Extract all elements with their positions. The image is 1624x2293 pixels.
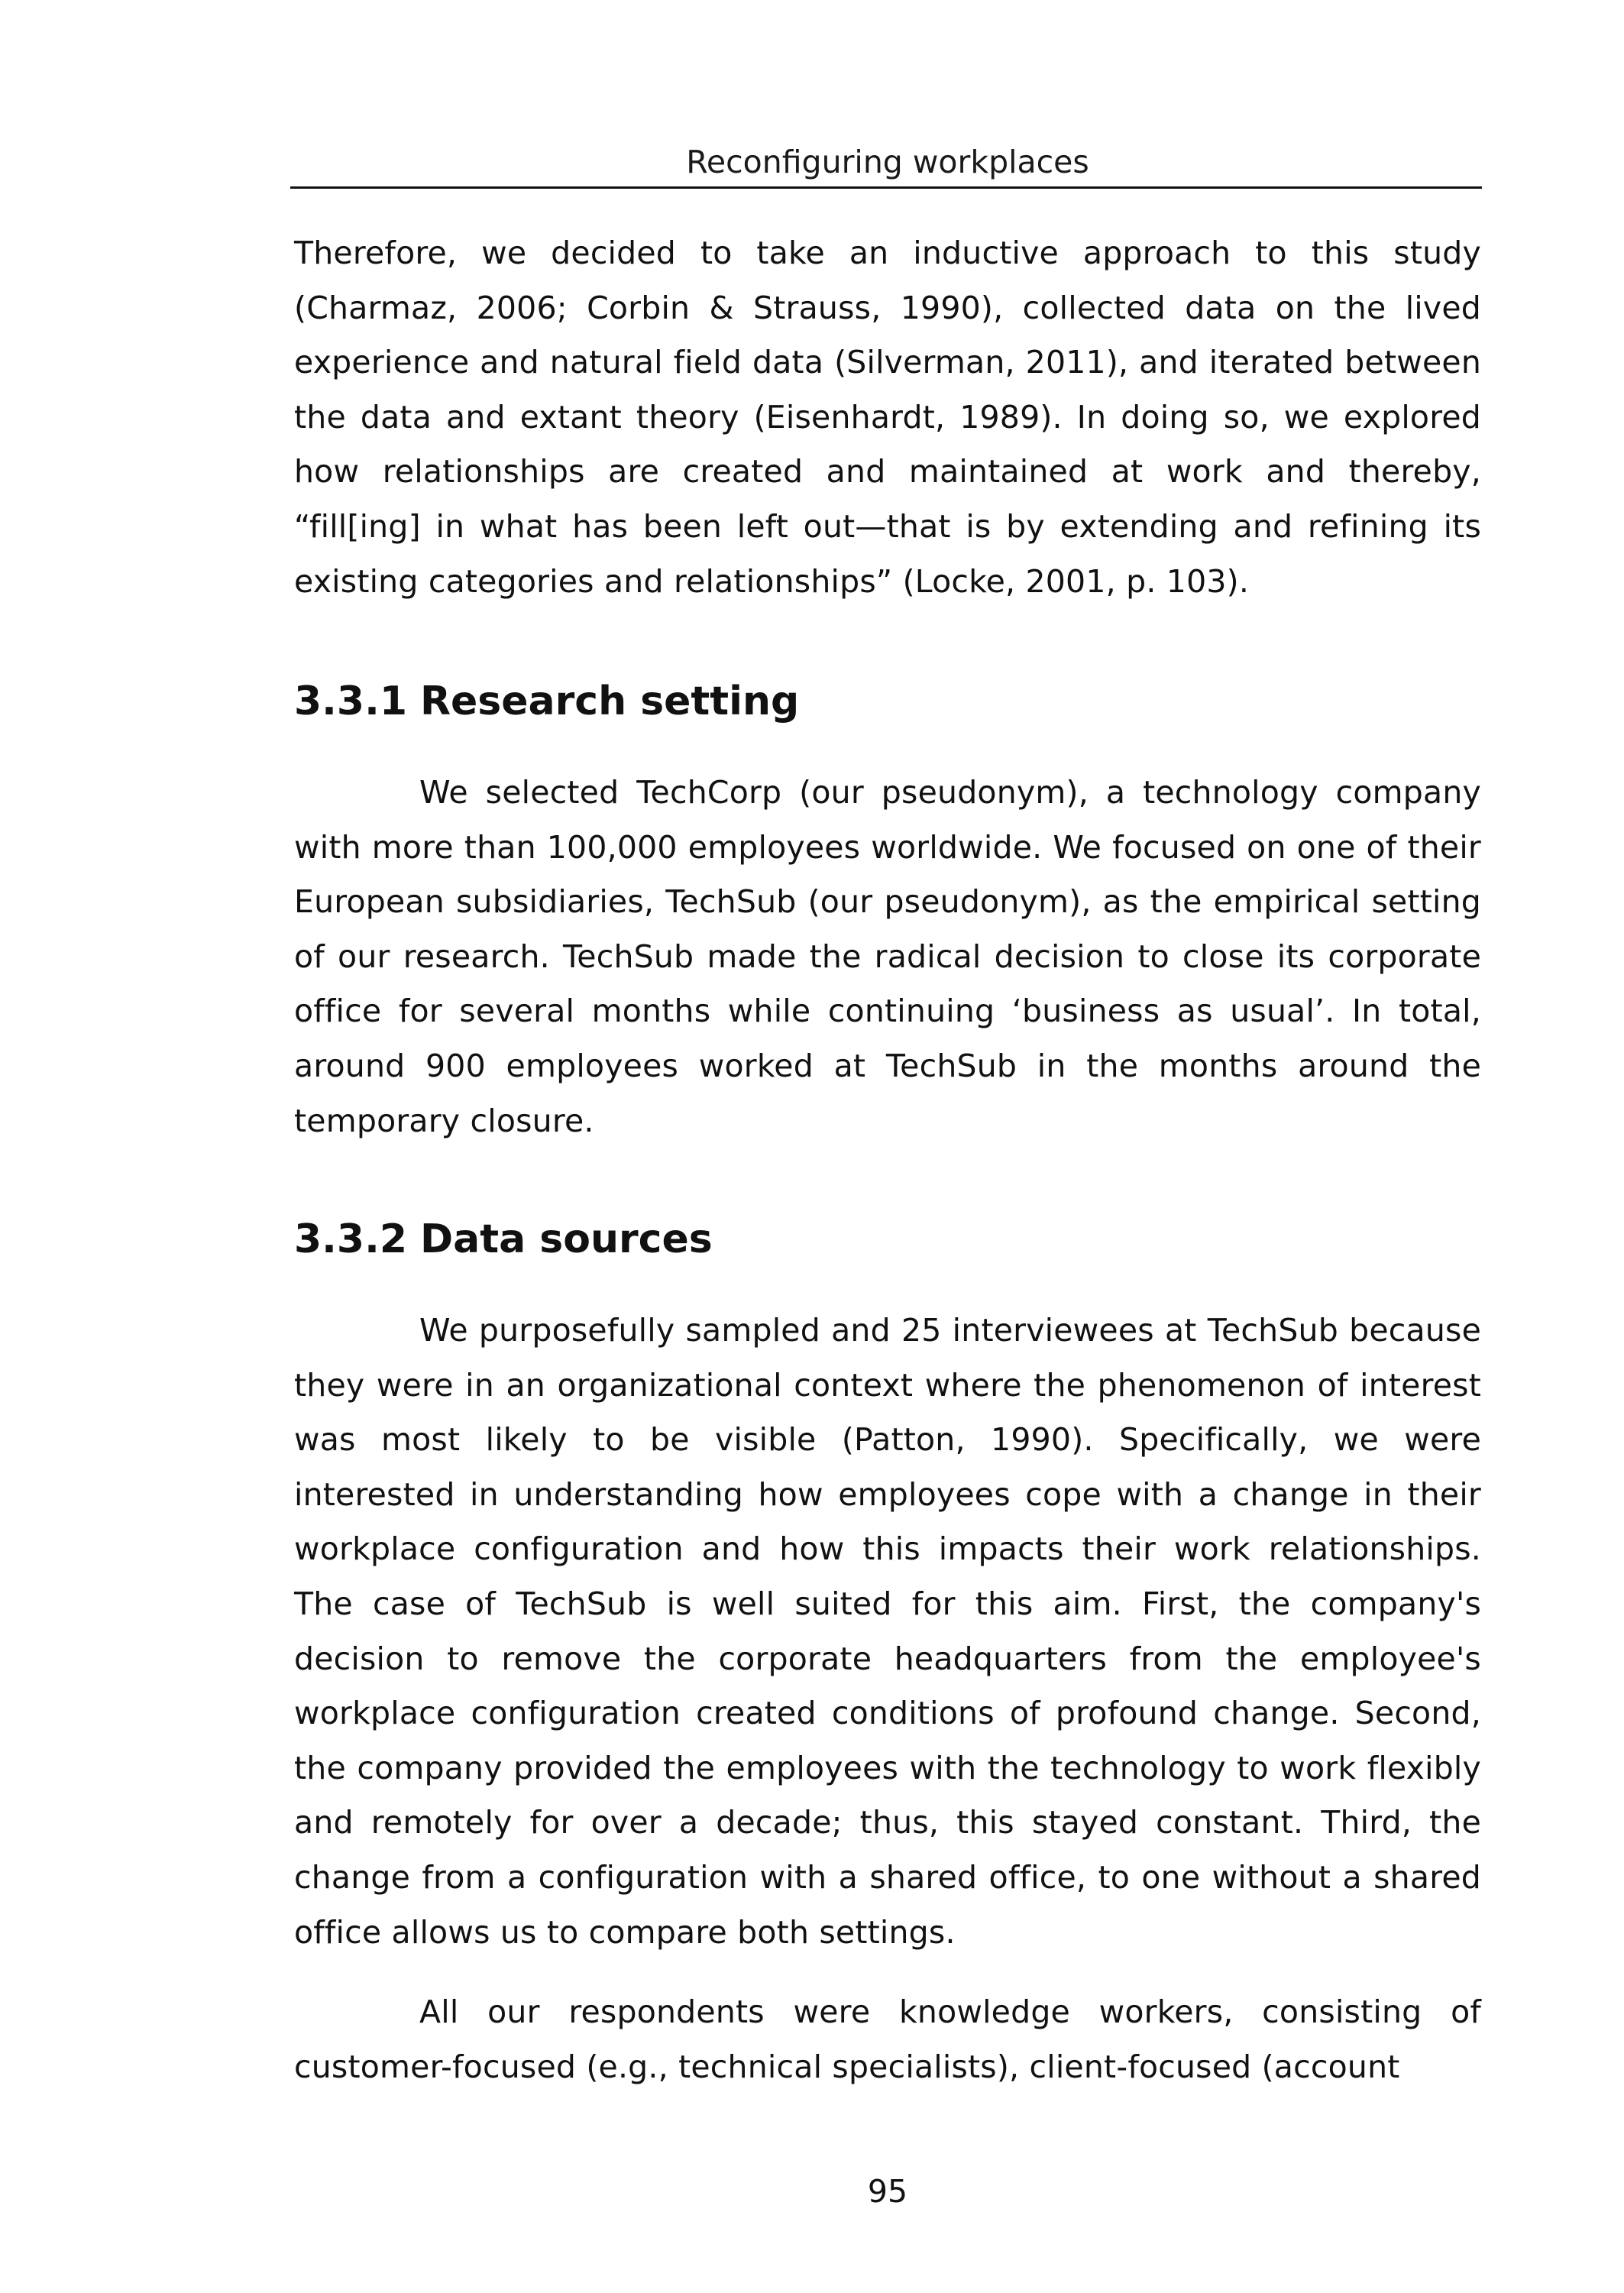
section-number: 3.3.1	[294, 679, 408, 724]
research-setting-paragraph: We selected TechCorp (our pseudonym), a technology company with more than 100,000 employees worldwide. We focused on one of their European subsidiaries, TechSub (our pseudonym), as the empirical setting of our research. TechSub made the radical decision to close its corporate office for several months while continuing ‘business as usual’. In total, around 900 employees worked at TechSub in the months around the temporary closure.	[294, 774, 1481, 1139]
running-header: Reconfiguring workplaces	[686, 144, 1089, 180]
section-number: 3.3.2	[294, 1216, 408, 1262]
data-sources-paragraph-1: We purposefully sampled and 25 interviewees at TechSub because they were in an organizational context where the phenomenon of interest was most likely to be visible (Patton, 1990). Specifically, we were interested in understanding how employees cope with a change in their workplace configuration and how this impacts their work relationships. The case of TechSub is well suited for this aim. First, the company's decision to remove the corporate headquarters from the employee's workplace configuration created conditions of profound change. Second, the company provided the employees with the technology to work flexibly and remotely for over a decade; thus, this stayed constant. Third, the change from a configuration with a shared office, to one without a shared office allows us to compare both settings.	[294, 1312, 1481, 1951]
page-number: 95	[867, 2173, 908, 2210]
section-title: Research setting	[420, 679, 800, 724]
section-heading-data-sources	[294, 1215, 713, 1264]
section-heading-research-setting	[294, 677, 799, 726]
section-title: Data sources	[420, 1216, 713, 1262]
document-page	[294, 0, 1481, 2293]
data-sources-paragraph-2: All our respondents were knowledge workers, consisting of customer-focused (e.g., technical specialists), client-focused (account	[294, 1993, 1481, 2085]
header-rule	[290, 186, 1482, 189]
intro-paragraph: Therefore, we decided to take an inductive approach to this study (Charmaz, 2006; Corbin & Strauss, 1990), collected data on the lived experience and natural field data (Silverman, 2011), and iterated between the data and extant theory (Eisenhardt, 1989). In doing so, we explored how relationships are created and maintained at work and thereby, “fill[ing] in what has been left out—that is by extending and refining its existing categories and relationships” (Locke, 2001, p. 103).	[294, 235, 1481, 600]
